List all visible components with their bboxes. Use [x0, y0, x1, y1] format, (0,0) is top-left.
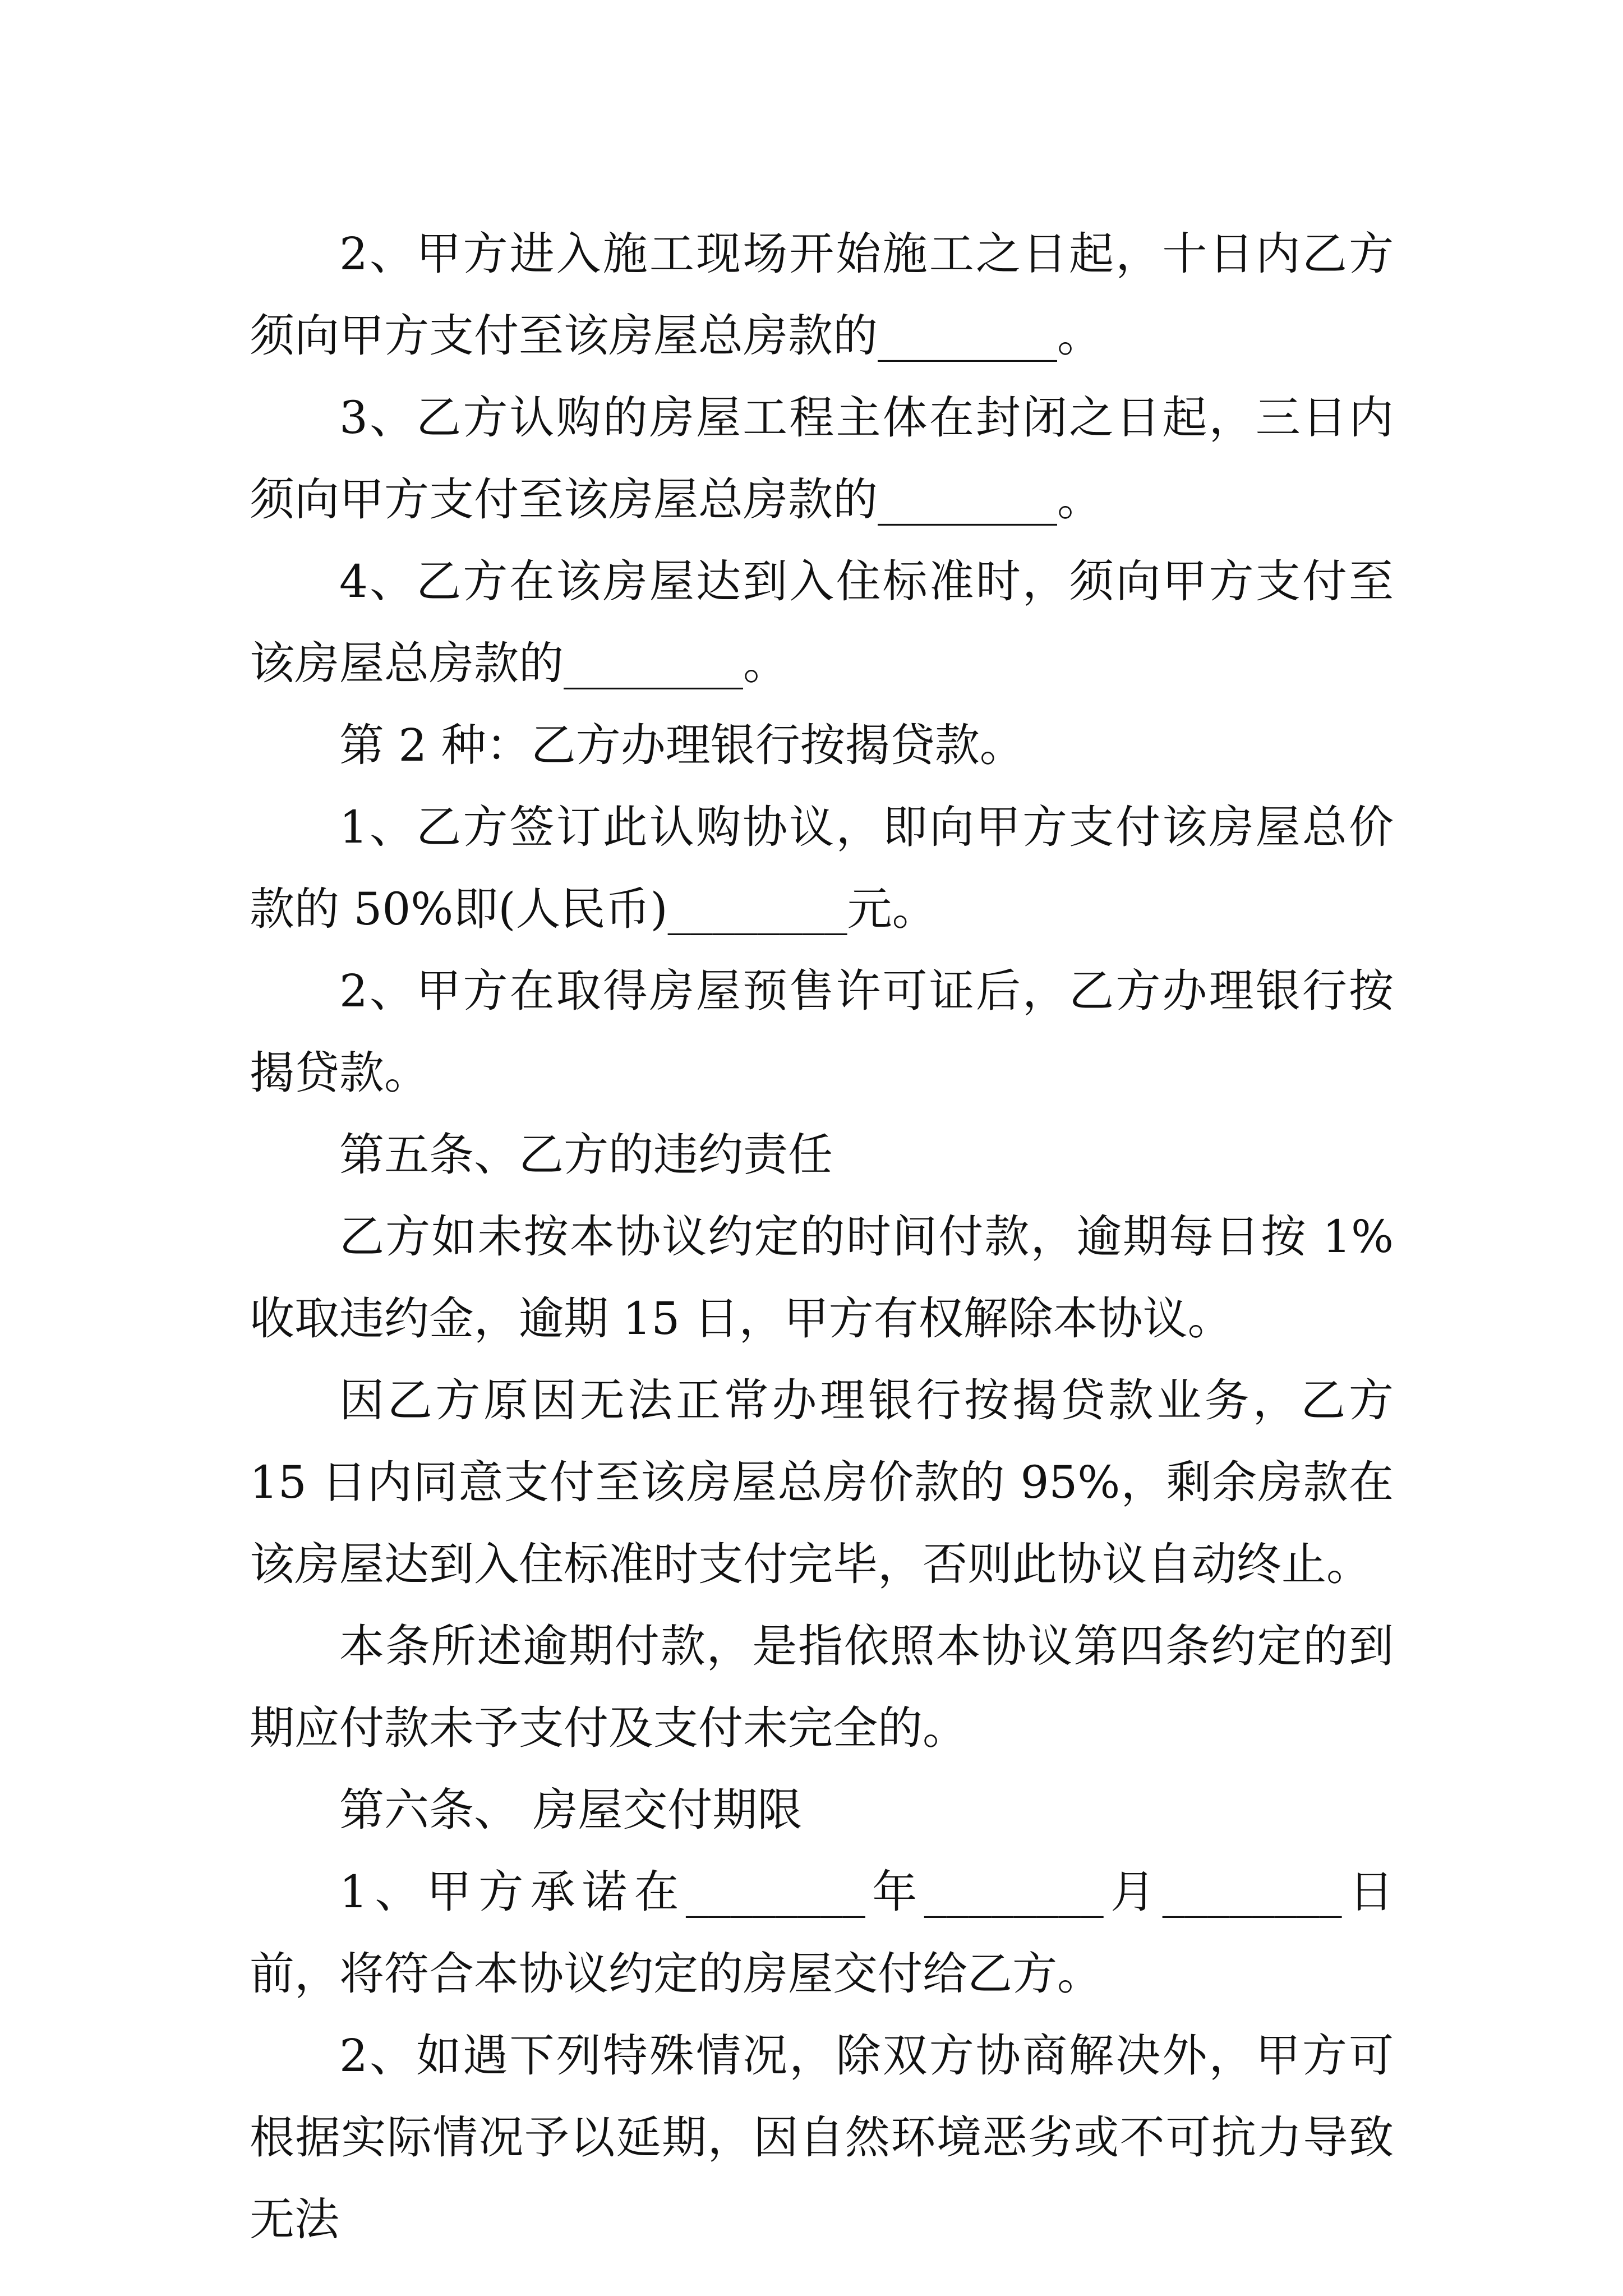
paragraph: 2、甲方在取得房屋预售许可证后，乙方办理银行按揭贷款。: [250, 965, 1394, 1099]
paragraph: 乙方如未按本协议约定的时间付款，逾期每日按 1%收取违约金，逾期 15 日，甲方有权解除本协议。: [250, 1211, 1394, 1345]
section-subheading: 第 2 种：乙方办理银行按揭贷款。: [339, 719, 1025, 771]
paragraph: 本条所述逾期付款，是指依照本协议第四条约定的到期应付款未予支付及支付未完全的。: [250, 1620, 1394, 1754]
paragraph: 1、乙方签订此认购协议，即向甲方支付该房屋总价款的 50%即(人民币)________元。: [250, 801, 1394, 935]
article-heading: 第五条、乙方的违约责任: [339, 1129, 833, 1181]
paragraph: 3、乙方认购的房屋工程主体在封闭之日起，三日内须向甲方支付至该房屋总房款的________。: [250, 392, 1394, 526]
document-body: [250, 213, 1394, 2261]
paragraph: 4、乙方在该房屋达到入住标准时，须向甲方支付至该房屋总房款的________。: [250, 555, 1394, 689]
article-heading: 第六条、 房屋交付期限: [339, 1784, 803, 1836]
paragraph: 1、甲方承诺在________年________月________日前，将符合本协议约定的房屋交付给乙方。: [250, 1866, 1394, 2000]
paragraph: 2、甲方进入施工现场开始施工之日起，十日内乙方须向甲方支付至该房屋总房款的________。: [250, 228, 1394, 362]
paragraph: 因乙方原因无法正常办理银行按揭贷款业务，乙方 15 日内同意支付至该房屋总房价款的 95%，剩余房款在该房屋达到入住标准时支付完毕，否则此协议自动终止。: [250, 1374, 1394, 1590]
paragraph: 2、如遇下列特殊情况，除双方协商解决外，甲方可根据实际情况予以延期，因自然环境恶劣或不可抗力导致无法: [250, 2030, 1394, 2246]
